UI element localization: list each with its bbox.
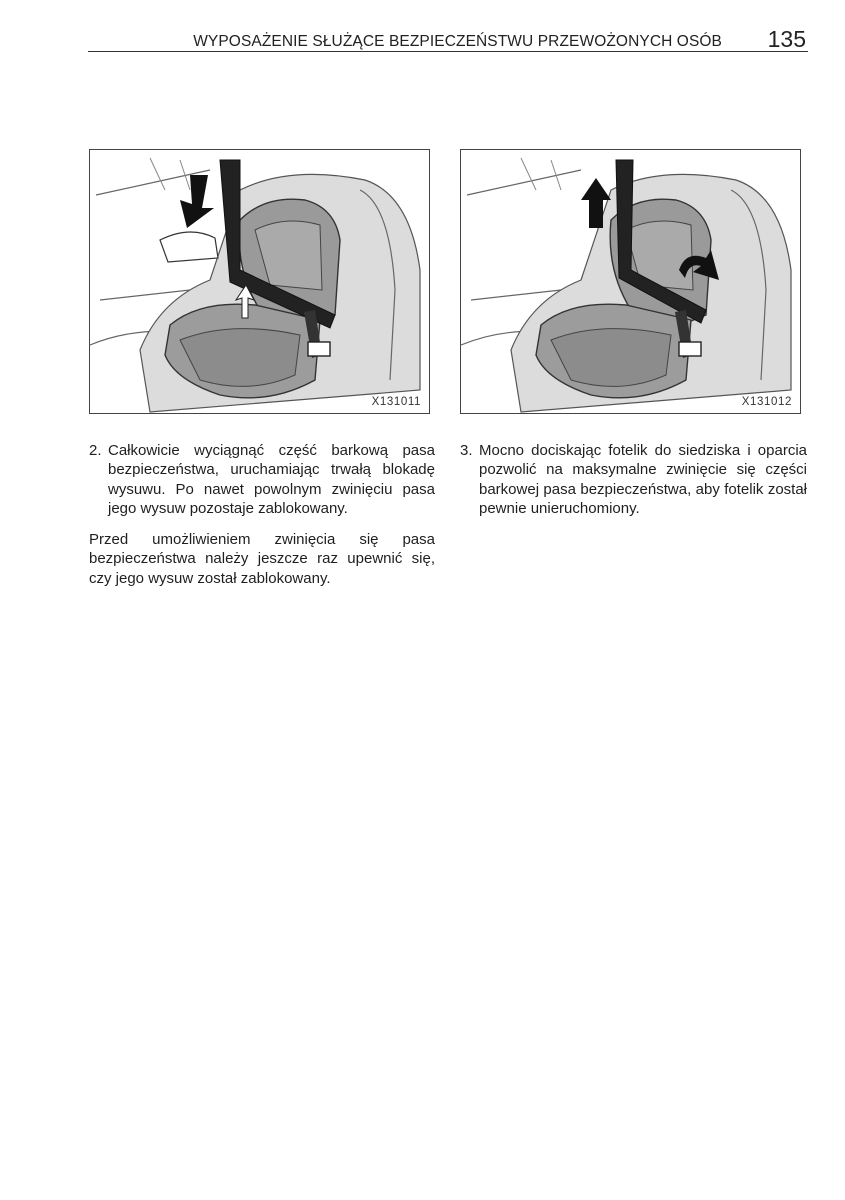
step-text: Całkowicie wyciągnąć część barkową pasa bezpieczeństwa, uruchamiając trwałą blokadę wysuwu. Po nawet powolnym zwinięciu pasa jego wysuw pozostaje zablokowany. (108, 442, 435, 517)
step-2 (89, 441, 435, 518)
warning-note: Przed umożliwieniem zwinięcia się pasa bezpieczeństwa należy jeszcze raz upewnić się, czy jego wysuw został zablokowany. (89, 531, 435, 587)
figure-belt-pull (89, 149, 430, 414)
header-rule (88, 51, 808, 52)
page-number: 135 (767, 26, 806, 52)
figure-belt-retract (460, 149, 801, 414)
figure-code: X131012 (741, 396, 792, 408)
child-seat-belt-pull-illustration (90, 150, 430, 414)
step-3 (460, 441, 807, 518)
step-number: 3. (460, 442, 473, 459)
child-seat-belt-retract-illustration (461, 150, 801, 414)
section-title: WYPOSAŻENIE SŁUŻĄCE BEZPIECZEŃSTWU PRZEWOŻONYCH OSÓB (193, 33, 722, 50)
step-number: 2. (89, 442, 102, 459)
step-text: Mocno dociskając fotelik do siedziska i oparcia pozwolić na maksymalne zwinięcie się części barkowej pasa bezpieczeństwa, aby fotelik został pewnie unieruchomiony. (479, 442, 807, 517)
page-header (88, 26, 808, 52)
figure-code: X131011 (371, 396, 421, 408)
